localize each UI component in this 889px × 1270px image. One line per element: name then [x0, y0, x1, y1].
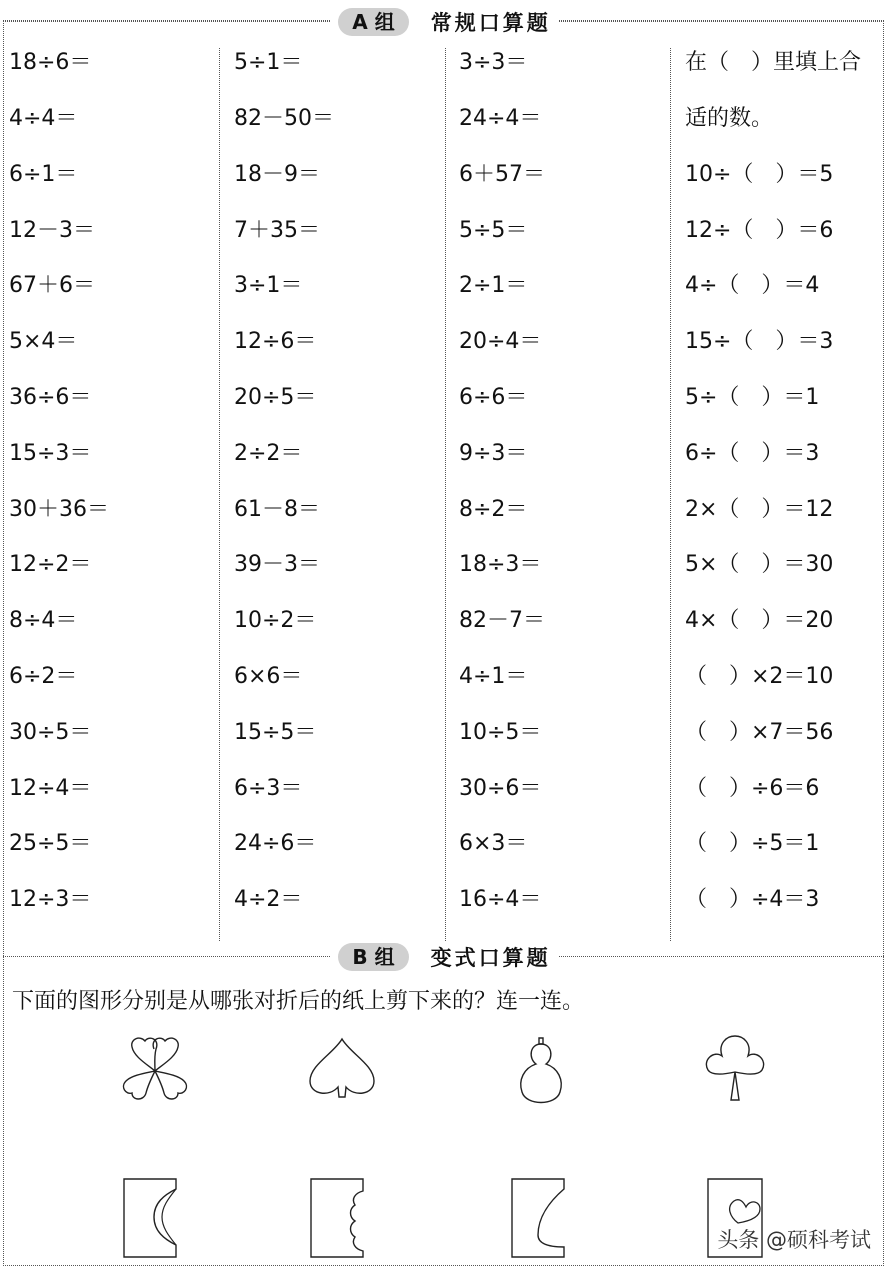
fill-blank-item: 5÷（ ）＝1 — [685, 385, 820, 410]
arithmetic-problem: 25÷5＝ — [9, 831, 92, 856]
arithmetic-problem: 12÷6＝ — [234, 329, 317, 354]
arithmetic-problem: 67＋6＝ — [9, 273, 95, 298]
arithmetic-problem: 6÷6＝ — [459, 385, 528, 410]
arithmetic-problem: 7＋35＝ — [234, 218, 320, 243]
column-divider — [670, 48, 671, 941]
arithmetic-problem: 6×3＝ — [459, 831, 528, 856]
arithmetic-problem: 5÷5＝ — [459, 218, 528, 243]
fill-blank-item: 15÷（ ）＝3 — [685, 329, 834, 354]
arithmetic-problem: 82－50＝ — [234, 106, 334, 131]
arithmetic-problem: 12÷4＝ — [9, 776, 92, 801]
column-divider — [219, 48, 220, 941]
arithmetic-problem: 24÷6＝ — [234, 831, 317, 856]
section-b-label: B 组 — [338, 943, 408, 971]
fill-blank-item: 4÷（ ）＝4 — [685, 273, 820, 298]
arithmetic-problem: 8÷4＝ — [9, 608, 78, 633]
arithmetic-problem: 10÷2＝ — [234, 608, 317, 633]
arithmetic-problem: 6÷2＝ — [9, 664, 78, 689]
column-divider — [445, 48, 446, 941]
arithmetic-problem: 30÷5＝ — [9, 720, 92, 745]
arithmetic-problem: 6×6＝ — [234, 664, 303, 689]
fill-blank-item: （ ）÷6＝6 — [685, 776, 820, 801]
arithmetic-problem: 30＋36＝ — [9, 497, 109, 522]
arithmetic-problem: 3÷3＝ — [459, 50, 528, 75]
fill-blank-item: （ ）×2＝10 — [685, 664, 834, 689]
arithmetic-problem: 30÷6＝ — [459, 776, 542, 801]
arithmetic-problem: 82－7＝ — [459, 608, 545, 633]
arithmetic-problem: 4÷2＝ — [234, 887, 303, 912]
arithmetic-problem: 18÷6＝ — [9, 50, 92, 75]
arithmetic-problem: 18÷3＝ — [459, 552, 542, 577]
gourd-icon — [516, 1036, 566, 1108]
fill-blank-item: 在（ ）里填上合 — [685, 50, 862, 75]
section-a-title: 常规口算题 — [430, 11, 551, 35]
arithmetic-problem: 39－3＝ — [234, 552, 320, 577]
arithmetic-problem: 20÷4＝ — [459, 329, 542, 354]
arithmetic-problem: 10÷5＝ — [459, 720, 542, 745]
three-heart-flower-icon — [118, 1035, 192, 1107]
arithmetic-problem: 15÷3＝ — [9, 441, 92, 466]
arithmetic-problem: 24÷4＝ — [459, 106, 542, 131]
section-b-header — [0, 942, 889, 972]
arithmetic-problem: 4÷4＝ — [9, 106, 78, 131]
section-a-header — [0, 7, 889, 37]
fill-blank-item: 5×（ ）＝30 — [685, 552, 834, 577]
fill-blank-item: 10÷（ ）＝5 — [685, 162, 834, 187]
watermark: 头条 @硕科考试 — [717, 1228, 871, 1252]
fill-blank-item: 2×（ ）＝12 — [685, 497, 834, 522]
arithmetic-problem: 18－9＝ — [234, 162, 320, 187]
instruction-text: 下面的图形分别是从哪张对折后的纸上剪下来的？连一连。 — [12, 989, 585, 1014]
arithmetic-problem: 6÷3＝ — [234, 776, 303, 801]
section-b-title: 变式口算题 — [430, 946, 551, 970]
arithmetic-problem: 4÷1＝ — [459, 664, 528, 689]
arithmetic-problem: 12÷3＝ — [9, 887, 92, 912]
fill-blank-item: 适的数。 — [685, 106, 774, 131]
fill-blank-item: （ ）÷5＝1 — [685, 831, 820, 856]
arithmetic-problem: 2÷1＝ — [459, 273, 528, 298]
arithmetic-problem: 5÷1＝ — [234, 50, 303, 75]
arithmetic-problem: 6＋57＝ — [459, 162, 545, 187]
spade-icon — [306, 1037, 378, 1101]
fill-blank-item: 4×（ ）＝20 — [685, 608, 834, 633]
fill-blank-item: 12÷（ ）＝6 — [685, 218, 834, 243]
folded-paper-c-icon — [510, 1177, 570, 1259]
folded-paper-b-icon — [309, 1177, 369, 1259]
arithmetic-problem: 36÷6＝ — [9, 385, 92, 410]
arithmetic-problem: 6÷1＝ — [9, 162, 78, 187]
arithmetic-problem: 8÷2＝ — [459, 497, 528, 522]
arithmetic-problem: 5×4＝ — [9, 329, 78, 354]
section-a-label: A 组 — [338, 8, 408, 36]
folded-paper-a-icon — [122, 1177, 182, 1259]
arithmetic-problem: 12－3＝ — [9, 218, 95, 243]
arithmetic-problem: 15÷5＝ — [234, 720, 317, 745]
fill-blank-item: （ ）×7＝56 — [685, 720, 834, 745]
arithmetic-problem: 3÷1＝ — [234, 273, 303, 298]
arithmetic-problem: 12÷2＝ — [9, 552, 92, 577]
arithmetic-problem: 16÷4＝ — [459, 887, 542, 912]
fill-blank-item: 6÷（ ）＝3 — [685, 441, 820, 466]
arithmetic-problem: 9÷3＝ — [459, 441, 528, 466]
arithmetic-problem: 20÷5＝ — [234, 385, 317, 410]
arithmetic-problem: 61－8＝ — [234, 497, 320, 522]
fill-blank-item: （ ）÷4＝3 — [685, 887, 820, 912]
club-icon — [700, 1034, 770, 1104]
arithmetic-problem: 2÷2＝ — [234, 441, 303, 466]
